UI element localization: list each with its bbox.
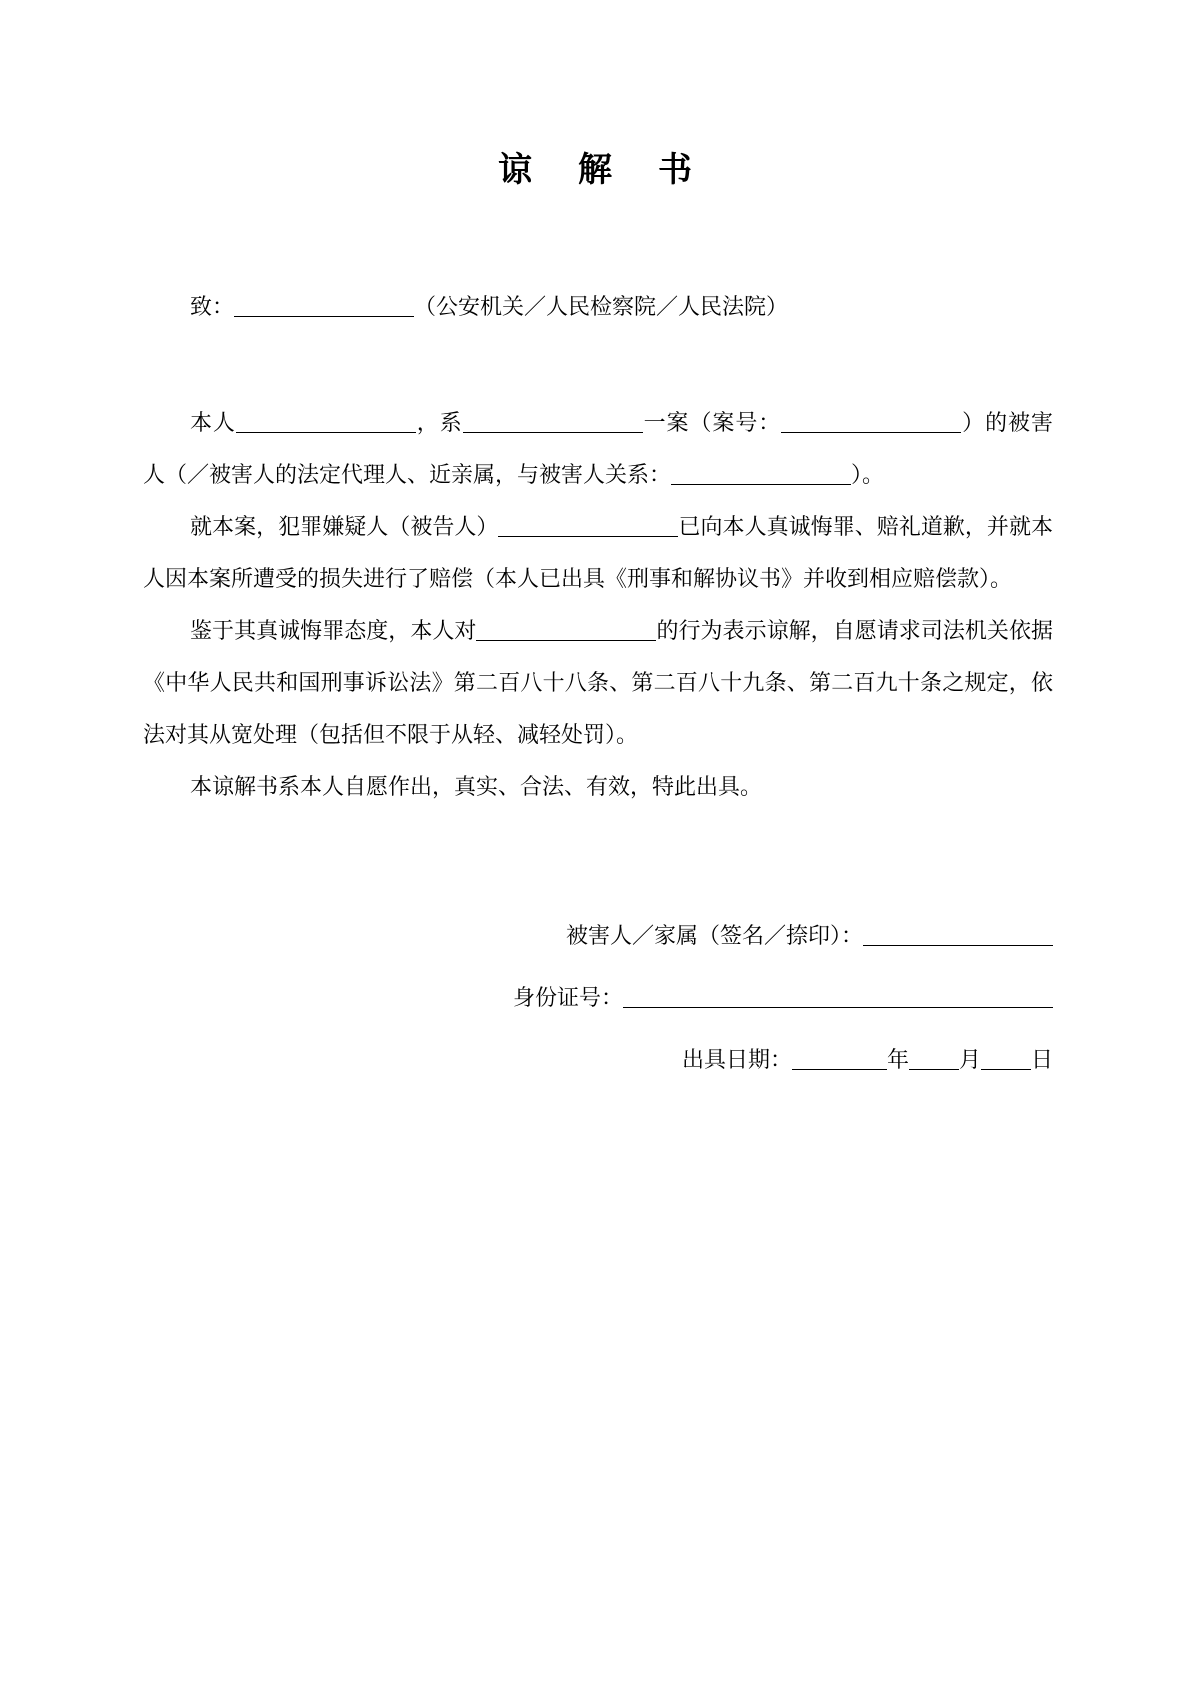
- signature-block: [513, 918, 1053, 1104]
- suspect-name-blank[interactable]: [498, 510, 678, 537]
- p1-text-5: ）。: [851, 463, 885, 488]
- month-label: 月: [958, 1048, 981, 1073]
- month-blank[interactable]: [909, 1043, 959, 1070]
- title-char-3: 书: [658, 150, 692, 190]
- victim-signature-row: [513, 918, 1053, 956]
- title-char-2: 解: [578, 150, 612, 190]
- p3-text-2: 的行为表示谅解，自愿请求司法机关依据《中华人民共和国刑事诉讼法》第二百八十八条、第二百八十九条、第二百九十条之规定，依法对其从宽处理（包括但不限于从轻、减轻处罚）。: [143, 619, 1053, 748]
- title-char-1: 谅: [498, 150, 532, 190]
- p3-text-1: 鉴于其真诚悔罪态度，本人对: [190, 619, 477, 644]
- day-blank[interactable]: [981, 1043, 1031, 1070]
- addressee-blank[interactable]: [234, 290, 414, 317]
- id-number-row: [513, 980, 1053, 1018]
- paragraph-forgiveness: [143, 606, 1053, 762]
- case-number-blank[interactable]: [781, 406, 961, 433]
- day-label: 日: [1030, 1048, 1053, 1073]
- issue-date-label: 出具日期：: [681, 1048, 792, 1073]
- relationship-blank[interactable]: [671, 458, 851, 485]
- case-name-blank[interactable]: [463, 406, 643, 433]
- victim-signature-label: 被害人／家属（签名／捺印）：: [565, 924, 863, 949]
- victim-name-blank[interactable]: [236, 406, 416, 433]
- paragraph-declaration: 本谅解书系本人自愿作出，真实、合法、有效，特此出具。: [190, 775, 763, 800]
- p1-text-3: 一案（案号：: [642, 411, 782, 436]
- p2-text-1: 就本案，犯罪嫌疑人（被告人）: [190, 515, 499, 540]
- id-number-blank[interactable]: [623, 981, 1053, 1008]
- document-body: [143, 398, 1053, 814]
- addressee-suffix: （公安机关／人民检察院／人民法院）: [414, 295, 789, 320]
- addressee-prefix: 致：: [190, 295, 235, 320]
- p2-text-2: 已向本人真诚悔罪、赔礼道歉，并就本人因本案所遭受的损失进行了赔偿（本人已出具《刑事和解协议书》并收到相应赔偿款）。: [143, 515, 1053, 592]
- forgiven-person-blank[interactable]: [476, 614, 656, 641]
- p1-text-4: ）的被害人（／被害人的法定代理人、近亲属，与被害人关系：: [143, 411, 1053, 488]
- year-blank[interactable]: [792, 1043, 887, 1070]
- issue-date-row: [513, 1042, 1053, 1080]
- p1-text-1: 本人: [190, 411, 236, 436]
- document-title: [0, 148, 1190, 192]
- paragraph-compensation: [143, 502, 1053, 606]
- id-number-label: 身份证号：: [512, 986, 623, 1011]
- p1-text-2: ，系: [415, 411, 463, 436]
- year-label: 年: [886, 1048, 909, 1073]
- addressee-line: [190, 290, 788, 326]
- victim-signature-blank[interactable]: [863, 919, 1053, 946]
- paragraph-identity: [143, 398, 1053, 502]
